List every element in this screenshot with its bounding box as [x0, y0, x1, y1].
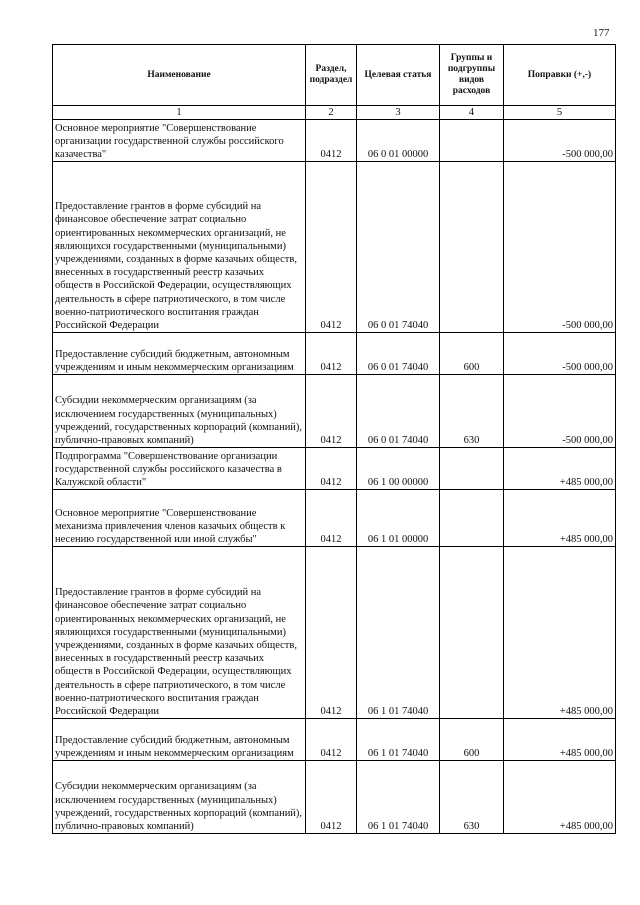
- column-number: 4: [440, 106, 504, 120]
- row-name: Подпрограмма "Совершенствование организации государственной службы российского казачества в Калужской области": [53, 448, 306, 490]
- table-row: [53, 448, 616, 490]
- row-target: 06 1 01 74040: [357, 547, 440, 719]
- row-group: 630: [440, 761, 504, 834]
- row-section: 0412: [306, 120, 357, 162]
- table-row: [53, 162, 616, 333]
- row-group: 630: [440, 375, 504, 448]
- row-amount: -500 000,00: [504, 162, 616, 333]
- row-group: 600: [440, 333, 504, 375]
- row-group: [440, 120, 504, 162]
- row-name: Субсидии некоммерческим организациям (за исключением государственных (муниципальных) учреждений, государственных корпораций (компаний), публично-правовых компаний): [53, 761, 306, 834]
- header-groups: Группы и подгруппы видов расходов: [440, 45, 504, 106]
- row-amount: +485 000,00: [504, 448, 616, 490]
- row-section: 0412: [306, 333, 357, 375]
- row-name: Предоставление субсидий бюджетным, автономным учреждениям и иным некоммерческим организациям: [53, 719, 306, 761]
- table-row: [53, 333, 616, 375]
- row-target: 06 0 01 74040: [357, 333, 440, 375]
- row-name: Предоставление грантов в форме субсидий на финансовое обеспечение затрат социально ориентированных некоммерческих организаций, не являющихся государственными (муниципальными) учреждениями, созданных в форме казачьих обществ, внесенных в государственный реестр казачьих обществ в Российской Федерации, осуществляющих деятельность в сфере патриотического, в том числе военно-патриотического воспитания граждан Российской Федерации: [53, 162, 306, 333]
- table-row: [53, 490, 616, 547]
- row-section: 0412: [306, 448, 357, 490]
- row-section: 0412: [306, 375, 357, 448]
- table-row: [53, 375, 616, 448]
- row-section: 0412: [306, 719, 357, 761]
- header-row: [53, 45, 616, 106]
- header-section: Раздел, подраздел: [306, 45, 357, 106]
- row-name: Основное мероприятие "Совершенствование организации государственной службы российского казачества": [53, 120, 306, 162]
- budget-amendments-table: [52, 44, 616, 834]
- row-section: 0412: [306, 547, 357, 719]
- row-target: 06 0 01 74040: [357, 375, 440, 448]
- table-row: [53, 547, 616, 719]
- row-amount: +485 000,00: [504, 761, 616, 834]
- table-row: [53, 120, 616, 162]
- row-section: 0412: [306, 162, 357, 333]
- row-amount: +485 000,00: [504, 547, 616, 719]
- row-amount: -500 000,00: [504, 120, 616, 162]
- row-target: 06 0 01 74040: [357, 162, 440, 333]
- row-group: [440, 547, 504, 719]
- row-amount: +485 000,00: [504, 719, 616, 761]
- row-group: [440, 162, 504, 333]
- row-group: 600: [440, 719, 504, 761]
- row-section: 0412: [306, 490, 357, 547]
- row-target: 06 1 01 00000: [357, 490, 440, 547]
- column-number: 5: [504, 106, 616, 120]
- row-name: Субсидии некоммерческим организациям (за исключением государственных (муниципальных) учреждений, государственных корпораций (компаний), публично-правовых компаний): [53, 375, 306, 448]
- row-amount: +485 000,00: [504, 490, 616, 547]
- table-row: [53, 761, 616, 834]
- column-number: 3: [357, 106, 440, 120]
- row-amount: -500 000,00: [504, 333, 616, 375]
- row-target: 06 0 01 00000: [357, 120, 440, 162]
- row-target: 06 1 01 74040: [357, 719, 440, 761]
- header-target: Целевая статья: [357, 45, 440, 106]
- table-row: [53, 719, 616, 761]
- row-group: [440, 448, 504, 490]
- row-amount: -500 000,00: [504, 375, 616, 448]
- page-number: 177: [593, 27, 610, 39]
- column-number: 1: [53, 106, 306, 120]
- column-number: 2: [306, 106, 357, 120]
- row-section: 0412: [306, 761, 357, 834]
- row-target: 06 1 00 00000: [357, 448, 440, 490]
- row-group: [440, 490, 504, 547]
- column-number-row: [53, 106, 616, 120]
- header-amendments: Поправки (+,-): [504, 45, 616, 106]
- header-name: Наименование: [53, 45, 306, 106]
- row-name: Предоставление субсидий бюджетным, автономным учреждениям и иным некоммерческим организациям: [53, 333, 306, 375]
- row-name: Предоставление грантов в форме субсидий на финансовое обеспечение затрат социально ориентированных некоммерческих организаций, не являющихся государственными (муниципальными) учреждениями, созданных в форме казачьих обществ, внесенных в государственный реестр казачьих обществ в Российской Федерации, осуществляющих деятельность в сфере патриотического, в том числе военно-патриотического воспитания граждан Российской Федерации: [53, 547, 306, 719]
- row-target: 06 1 01 74040: [357, 761, 440, 834]
- row-name: Основное мероприятие "Совершенствование механизма привлечения членов казачьих обществ к несению государственной или иной службы": [53, 490, 306, 547]
